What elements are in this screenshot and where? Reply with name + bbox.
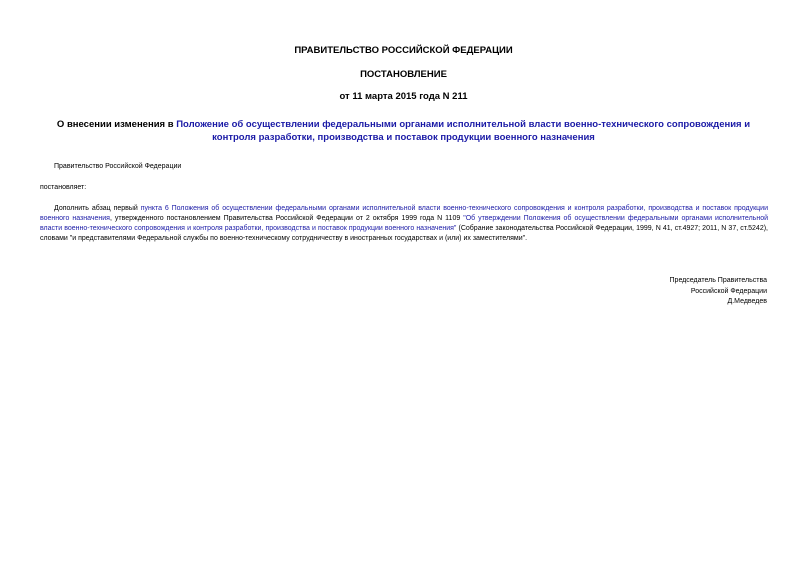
document-title <box>40 119 767 144</box>
main-text-1: Дополнить абзац первый <box>54 205 141 212</box>
document-date-number: от 11 марта 2015 года N 211 <box>339 91 468 102</box>
main-link-resolution-1109[interactable]: "Об утверждении Положения об осуществлении федеральными органами исполнительной власти военно-технического сопровождения и контроля разработки, производства и поставок продукции военного назначения" <box>40 215 768 232</box>
main-paragraph <box>40 204 768 244</box>
signature-block <box>670 276 767 308</box>
signature-position: Председатель Правительства <box>669 277 767 284</box>
main-text-2: , утвержденного постановлением Правительства Российской Федерации от 2 октября 1999 года N 1109 <box>109 215 464 222</box>
government-name: ПРАВИТЕЛЬСТВО РОССИЙСКОЙ ФЕДЕРАЦИИ <box>294 45 513 56</box>
signature-name: Д.Медведев <box>727 298 767 305</box>
document-type: ПОСТАНОВЛЕНИЕ <box>360 69 447 80</box>
issuer-paragraph: Правительство Российской Федерации <box>54 163 182 170</box>
signature-organization: Российской Федерации <box>690 287 767 295</box>
main-text-3: (Собрание законодательства Российской Федерации, 1999, N 41, ст.4927; 2011, N 37, ст.5242), словами "и представителями Федеральной службы по военно-техническому сотрудничеству в иностранных государствах и (или) их заместителями". <box>40 225 768 242</box>
title-prefix: О внесении изменения в <box>56 119 177 130</box>
main-link-point-6[interactable]: пункта 6 Положения об осуществлении федеральными органами исполнительной власти военно-технического сопровождения и контроля разработки, производства и поставок продукции военного назначения <box>40 205 768 222</box>
resolves-paragraph: постановляет: <box>40 184 87 191</box>
title-link[interactable]: Положение об осуществлении федеральными органами исполнительной власти военно-технического сопровождения и контроля разработки, производства и поставок продукции военного назначения <box>176 119 751 143</box>
